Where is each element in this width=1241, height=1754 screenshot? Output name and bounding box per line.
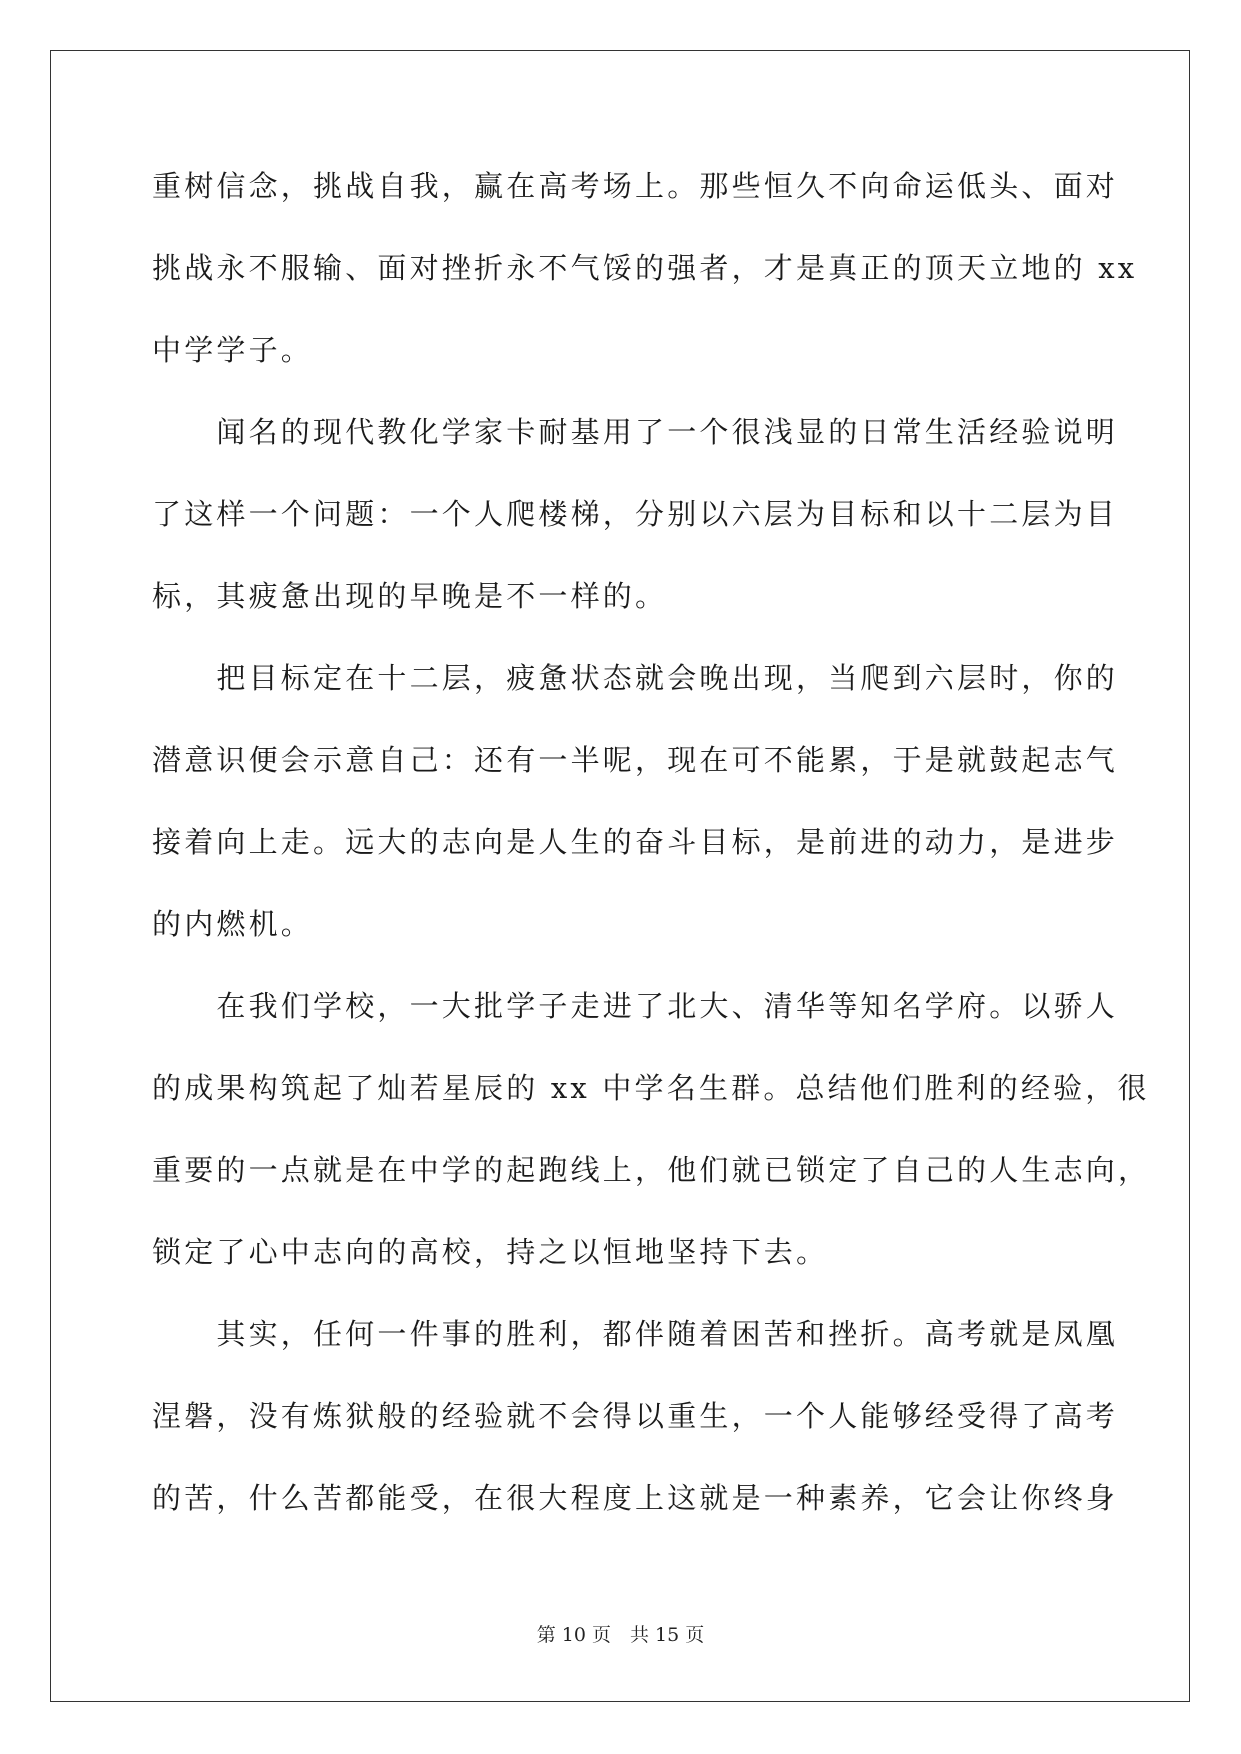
text-line: 接着向上走。远大的志向是人生的奋斗目标，是前进的动力，是进步 [152, 825, 1119, 859]
text-line: 潜意识便会示意自己：还有一半呢，现在可不能累，于是就鼓起志气 [152, 743, 1119, 777]
text-line: 重要的一点就是在中学的起跑线上，他们就已锁定了自己的人生志向， [152, 1153, 1151, 1187]
page-number: 第 10 页 共 15 页 [536, 1624, 705, 1646]
text-line: 挑战永不服输、面对挫折永不气馁的强者，才是真正的顶天立地的 xx [152, 251, 1138, 285]
text-line: 锁定了心中志向的高校，持之以恒地坚持下去。 [152, 1235, 829, 1269]
text-line: 的内燃机。 [152, 907, 314, 941]
text-line: 把目标定在十二层，疲惫状态就会晚出现，当爬到六层时，你的 [152, 661, 1119, 695]
text-line: 了这样一个问题：一个人爬楼梯，分别以六层为目标和以十二层为目 [152, 497, 1119, 531]
text-line: 的成果构筑起了灿若星辰的 xx 中学名生群。总结他们胜利的经验，很 [152, 1071, 1150, 1105]
text-line: 中学学子。 [152, 333, 314, 367]
text-line: 涅磐，没有炼狱般的经验就不会得以重生，一个人能够经受得了高考 [152, 1399, 1119, 1433]
text-line: 的苦，什么苦都能受，在很大程度上这就是一种素养，它会让你终身 [152, 1481, 1119, 1515]
text-line: 重树信念，挑战自我，赢在高考场上。那些恒久不向命运低头、面对 [152, 169, 1119, 203]
text-line: 在我们学校，一大批学子走进了北大、清华等知名学府。以骄人 [152, 989, 1119, 1023]
page-footer [0, 1620, 1241, 1647]
text-line: 其实，任何一件事的胜利，都伴随着困苦和挫折。高考就是凤凰 [152, 1317, 1119, 1351]
text-line: 闻名的现代教化学家卡耐基用了一个很浅显的日常生活经验说明 [152, 415, 1119, 449]
document-body [152, 160, 1151, 1554]
text-line: 标，其疲惫出现的早晚是不一样的。 [152, 579, 668, 613]
